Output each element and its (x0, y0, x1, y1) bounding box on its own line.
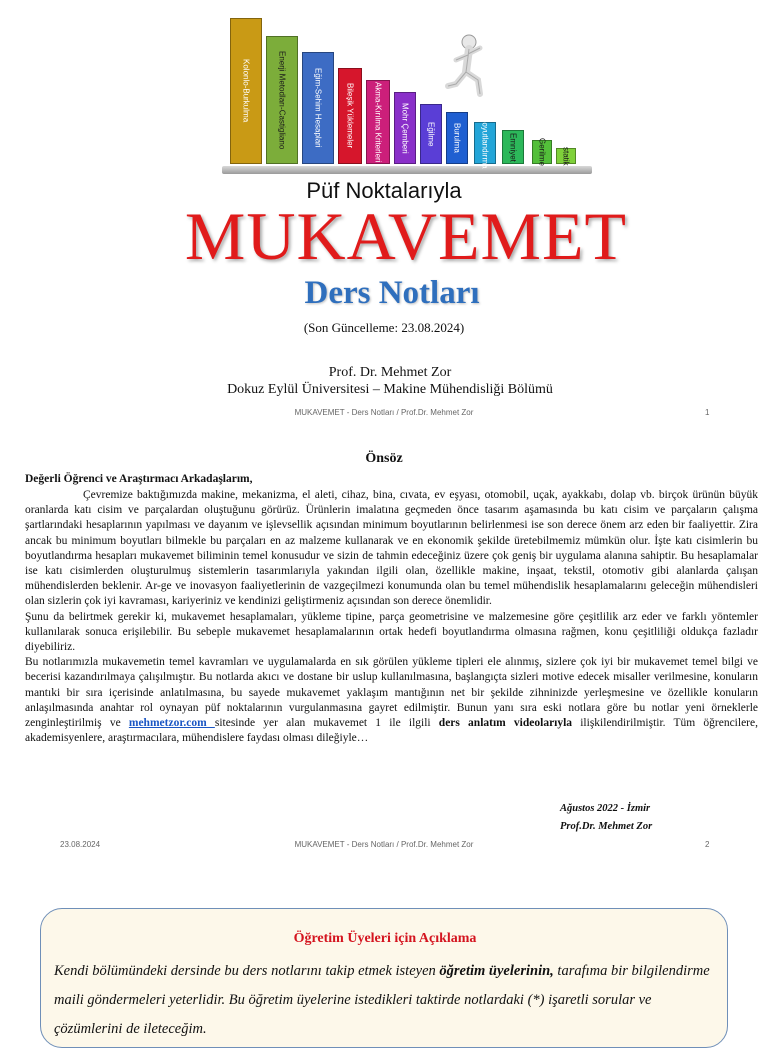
cover-book-label: Boyutlandırma (480, 117, 490, 169)
preface-greeting: Değerli Öğrenci ve Araştırmacı Arkadaşlarım, (25, 473, 253, 485)
cover-book (474, 117, 496, 169)
author-name: Prof. Dr. Mehmet Zor (328, 365, 452, 380)
preface-paragraph-1: Çevremize baktığımızda makine, mekanizma, el aleti, cihaz, bina, cıvata, ev eşyası, otomobil, uçak, ayakkabı, dolap vb. birçok ürünün büyük oranlarda katı cisim ve parçalardan oluştuğunu görürüz. Ürünlerin imalatına geçmeden önce tasarım aşamasında bu katı cisim ve parçaların çalışma şartlarındaki hesaplarının yapılması ve dayanım ve işlevsellik açısından minimum boyutlarının belirlenmesi ise son derece önem arz eden bir faaliyettir. Zira ancak bu minimum boyutları bilmekle bu parçaları en az malzeme kullanarak ve en ekonomik şekilde üretebilmemiz mümkün olur. İşte katı cisimlerin bu boyutlandırma hesapları mukavemet biliminin temel konusudur ve sizin de tahmin edeceğiniz üzere çok geniş bir uygulama alanına sahiptir. Bu hesaplamalar ise katı cisimlerden oluşturulmuş sistemlerin tasarımlarıyla yakından ilgili olan, özellikle makine, inşaat, tekstil, otomotiv gibi alanlarda çalışan mühendislerden beklenir. Ar-ge ve inovasyon faaliyetlerinin de vazgeçilmezi konumunda olan bu temel mühendislik hesaplamalarını geleceğin mühendisleri olan sizlerin çok iyi kavraması, kariyeriniz ve kendinizi geliştirmeniz açısından son derece önemlidir. (25, 489, 758, 608)
cover-book-label: Akma-Kırılma Kriterleri (373, 81, 383, 163)
cover-book (532, 138, 552, 167)
cover-book-label: Eğilme (426, 121, 436, 147)
cover-book (266, 36, 298, 164)
shelf-base (222, 166, 592, 174)
cover-book (366, 80, 390, 164)
note-title: Öğretim Üyeleri için Açıklama (293, 931, 477, 946)
note-text-c: tarafıma bir bilgilendirme maili göndermeleri yeterlidir. Bu öğretim üyelerine istedikleri taktirde notlardaki (*) işaretli sorular ve çözümlerini de ileteceğim. (54, 963, 710, 1037)
preface-paragraph-3-text: Bu notlarımızla mukavemetin temel kavramları ve uygulamalarda en sık görülen yükleme tipleri ele alınmış, sizlere çok iyi bir mukavemet temel bilgi ve becerisi kazandırılmaya çalışılmıştır. Bu notlarda akıcı ve dostane bir uslup kullanılmasına, başlangıçta sizleri motive edecek misaller verilmesine, konuların mantıki bir sıra içerisinde anlatılmasına, bu sayede mukavemet yaklaşım mantığının net bir şekilde zihninizde yerleşmesine ve özellikle konuların anlaşılmasında anahtar rol oynayan püf noktalarının vurgulanmasına gayret edilmiştir. Bunun yanı sıra eski notlara göre bu notlar yeni örneklerle zenginleştirilmiş ve (25, 656, 758, 730)
preface-paragraph-3 (25, 655, 758, 746)
author-affiliation: Dokuz Eylül Üniversitesi – Makine Mühendisliği Bölümü (227, 382, 553, 397)
cover-book-label: Eğim-Sehim Hesaplari (313, 68, 323, 148)
note-text-bold: öğretim üyelerinin, (439, 963, 554, 979)
author-block (0, 364, 768, 398)
cover-book (230, 18, 262, 164)
cover-book-label: Kolonlo-Burkulma (241, 59, 251, 123)
cover-book-label: Enerji Metodları-Castigliano (277, 50, 287, 150)
website-link[interactable]: mehmetzor.com (128, 717, 215, 730)
cover-book-label: Mohr Çemberi (400, 102, 410, 154)
preface-paragraph-3-end: ilişkilendirilmiştir. Tüm öğrencilere, akademisyenlere, araştırmacılara, mühendislere faydası olması dileğiyle… (25, 717, 758, 745)
cover-book (302, 52, 334, 164)
cover-book (338, 68, 362, 164)
cover-book (394, 92, 416, 164)
cover-title: MUKAVEMET (184, 198, 628, 274)
page2-footer-date: 23.08.2024 (60, 840, 101, 849)
page1-footer-center: MUKAVEMET - Ders Notları / Prof.Dr. Mehmet Zor (294, 408, 474, 417)
preface-paragraph-2: Şunu da belirtmek gerekir ki, mukavemet hesaplamaları, yükleme tipine, parça geometrisine ve malzemesine göre çeşitlilik arz eder ve farklı yöntemler kullanılarak sonuca erişilebilir. Bu sebeple mukavemet hesaplamalarının ortak hedefi boyutlandırma olmasına rağmen, konu çeşitliliği oldukça fazladır diyebiliriz. (25, 610, 758, 654)
cover-book-label: Gerilme (537, 138, 547, 167)
cover-book (420, 104, 442, 164)
cover-book-label: Emniyet (508, 132, 518, 162)
page2-footer-page: 2 (705, 840, 710, 849)
signature-name: Prof.Dr. Mehmet Zor (560, 821, 653, 832)
cover-book (556, 148, 576, 164)
cover-book (502, 130, 524, 164)
preface-heading: Önsöz (365, 451, 403, 466)
note-text (54, 957, 714, 1044)
climbing-figure-icon (442, 34, 492, 104)
preface-paragraph-3-mid: sitesinde yer alan mukavemet 1 ile ilgili (214, 717, 439, 730)
page2-footer-center: MUKAVEMET - Ders Notları / Prof.Dr. Mehmet Zor (294, 840, 474, 849)
page1-footer-page: 1 (705, 408, 710, 417)
preface-body (25, 488, 758, 746)
signature-date: Ağustos 2022 - İzmir (560, 803, 651, 814)
cover-ders-notlari: Ders Notları (304, 275, 480, 311)
last-updated: (Son Güncelleme: 23.08.2024) (303, 320, 465, 335)
instructor-note-box (40, 908, 728, 1048)
cover-book-label: Bileşik Yüklemeler (345, 83, 355, 149)
cover-book (446, 112, 468, 164)
cover-subtitle: Püf Noktalarıyla (306, 178, 462, 203)
cover-book-label: statik (561, 146, 571, 166)
note-text-a: Kendi bölümündeki dersinde bu ders notlarını takip etmek isteyen (54, 963, 440, 979)
cover-bookshelf-illustration (220, 8, 600, 176)
preface-videos-bold: ders anlatım videolarıyla (438, 717, 573, 730)
cover-book-label: Burulma (452, 123, 462, 153)
